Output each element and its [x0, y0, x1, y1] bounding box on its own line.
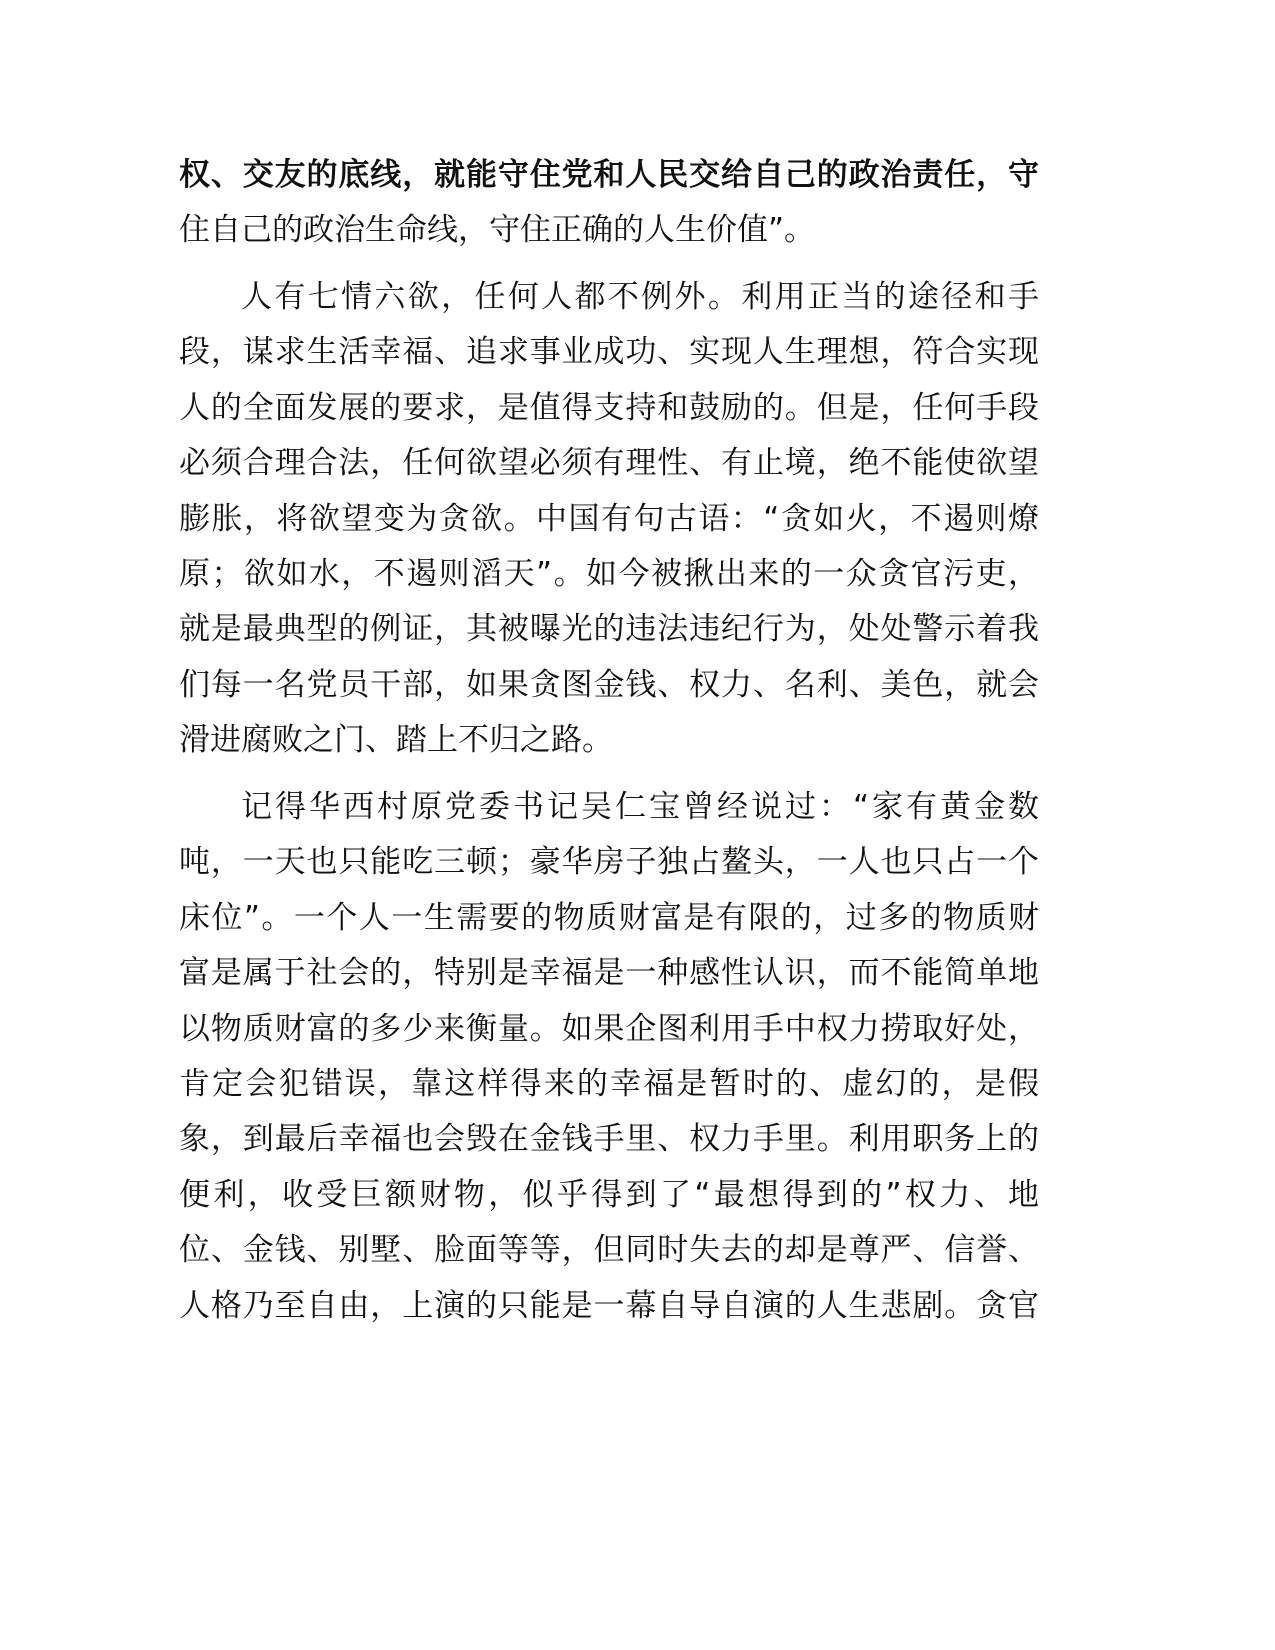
paragraph-line: 滑进腐败之门、踏上不归之路。 [179, 722, 613, 759]
paragraph-line: 住自己的政治生命线，守住正确的人生价值”。 [179, 212, 816, 249]
paragraph-line: 原；欲如水，不遏则滔天”。如今被揪出来的一众贪官污吏， [179, 555, 1039, 592]
paragraph-3 [179, 780, 1039, 1334]
paragraph-line: 就是最典型的例证，其被曝光的违法违纪行为，处处警示着我 [179, 611, 1039, 648]
paragraph-line: 段，谋求生活幸福、追求事业成功、实现人生理想，符合实现 [179, 334, 1039, 371]
paragraph-line: 人有七情六欲，任何人都不例外。利用正当的途径和手 [241, 279, 1039, 315]
paragraph-line: 膨胀，将欲望变为贪欲。中国有句古语：“贪如火，不遏则燎 [179, 500, 1039, 537]
paragraph-1 [179, 148, 1039, 259]
paragraph-line: 肯定会犯错误，靠这样得来的幸福是暂时的、虚幻的，是假 [179, 1065, 1039, 1102]
paragraph-line: 床位”。一个人一生需要的物质财富是有限的，过多的物质财 [179, 899, 1039, 936]
paragraph-line: 人格乃至自由，上演的只能是一幕自导自演的人生悲剧。贪官 [179, 1287, 1039, 1324]
paragraph-line: 象，到最后幸福也会毁在金钱手里、权力手里。利用职务上的 [179, 1121, 1039, 1158]
paragraph-line: 吨，一天也只能吃三顿；豪华房子独占鳌头，一人也只占一个 [179, 844, 1039, 881]
paragraph-line: 便利，收受巨额财物，似乎得到了“最想得到的”权力、地 [179, 1176, 1039, 1213]
paragraph-line: 富是属于社会的，特别是幸福是一种感性认识，而不能简单地 [179, 955, 1039, 992]
paragraph-line: 记得华西村原党委书记吴仁宝曾经说过：“家有黄金数 [241, 789, 1039, 825]
paragraph-line: 必须合理合法，任何欲望必须有理性、有止境，绝不能使欲望 [179, 445, 1039, 482]
paragraph-line: 位、金钱、别墅、脸面等等，但同时失去的却是尊严、信誉、 [179, 1232, 1039, 1269]
paragraph-line: 们每一名党员干部，如果贪图金钱、权力、名利、美色，就会 [179, 666, 1039, 703]
paragraph-line: 权、交友的底线，就能守住党和人民交给自己的政治责任，守 [179, 157, 1039, 193]
paragraph-line: 人的全面发展的要求，是值得支持和鼓励的。但是，任何手段 [179, 389, 1039, 426]
paragraph-2 [179, 270, 1039, 769]
paragraph-line: 以物质财富的多少来衡量。如果企图利用手中权力捞取好处， [179, 1010, 1039, 1047]
